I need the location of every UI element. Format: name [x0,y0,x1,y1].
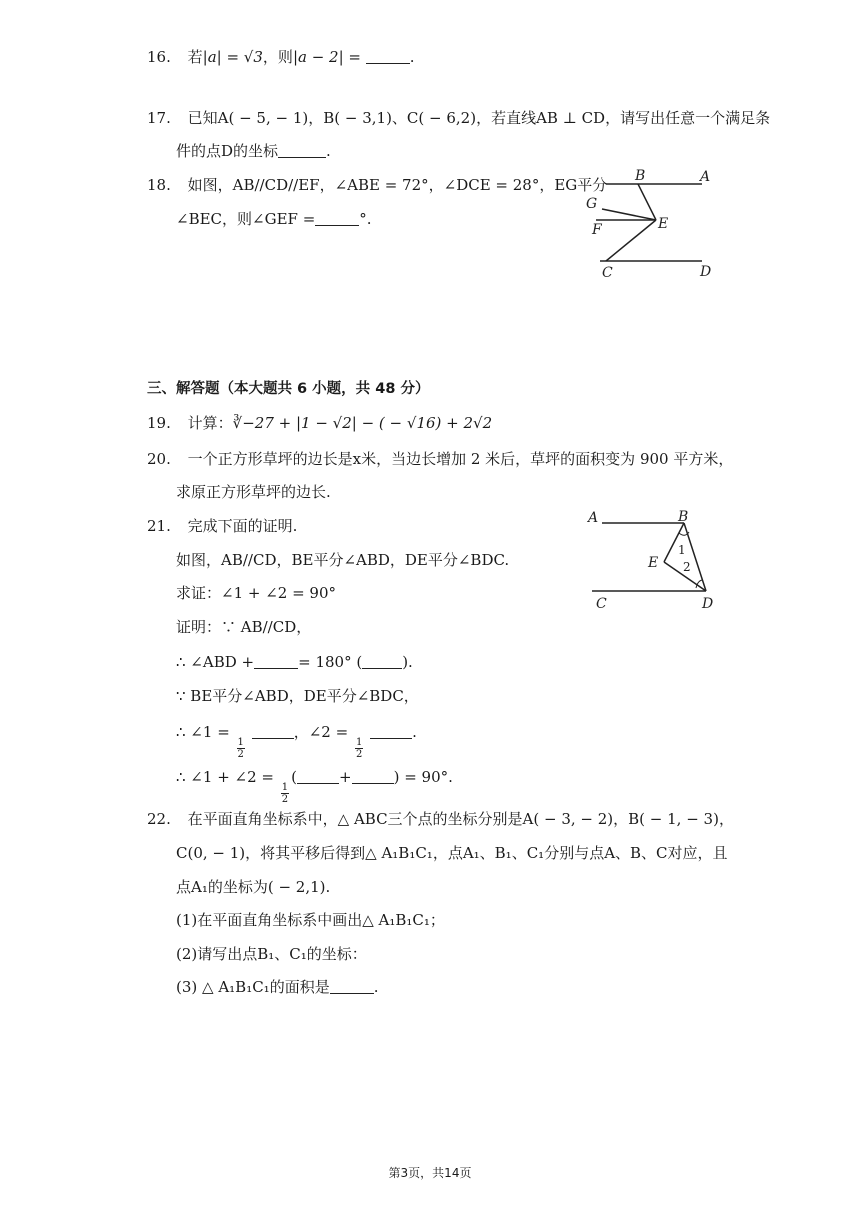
q22-line5: (2)请写出点B₁、C₁的坐标： [176,945,367,963]
answer-blank[interactable] [297,769,339,784]
question-number: 20. [147,450,171,468]
fraction-half: $\frac{1}{2}$ [281,782,289,805]
q21-line3: 求证：∠1 + ∠2 = 90° [176,584,337,602]
question-21: 21. 完成下面的证明. [147,517,298,535]
question-20-line2: 求原正方形草坪的边长. [176,483,331,501]
label-1: 1 [678,543,686,557]
label-G: G [586,196,598,212]
question-18-line2: ∠BEC，则∠GEF = °. [176,210,372,228]
answer-blank[interactable] [352,769,394,784]
q21-line4: 证明：∵ AB//CD， [176,618,312,636]
question-number: 22. [147,810,171,828]
question-16: 16. 若|a| = √3，则|a − 2| = . [147,48,415,66]
question-17-line2: 件的点D的坐标 . [176,142,331,160]
answer-blank[interactable] [330,979,374,994]
q21-line7: ∴ ∠1 = $\frac{1}{2}$ ，∠2 = $\frac{1}{2}$ . [176,723,417,760]
answer-blank[interactable] [370,724,412,739]
question-number: 19. [147,414,171,432]
question-18: 18. 如图，AB//CD//EF，∠ABE = 72°，∠DCE = 28°，EG平分 [147,176,608,194]
fraction-half: $\frac{1}{2}$ [237,737,244,760]
label-A: A [588,510,599,526]
label-C: C [596,596,607,612]
q22-line6: (3) △ A₁B₁C₁的面积是 . [176,978,379,996]
answer-blank[interactable] [315,211,359,226]
question-number: 18. [147,176,171,194]
q22-line4: (1)在平面直角坐标系中画出△ A₁B₁C₁； [176,911,445,929]
q21-line5: ∴ ∠ABD + = 180° ( ). [176,653,413,671]
answer-blank[interactable] [254,654,298,669]
answer-blank[interactable] [366,49,410,64]
q22-line3: 点A₁的坐标为( − 2,1). [176,878,331,896]
label-C: C [602,265,613,281]
question-22: 22. 在平面直角坐标系中，△ ABC三个点的坐标分别是A( − 3, − 2)，B( − 1, − 3)， [147,810,734,828]
label-B: B [635,168,646,184]
answer-blank[interactable] [362,654,402,669]
question-19: 19. 计算：∛−27 + |1 − √2| − ( − √16) + 2√2 [147,414,493,432]
label-F: F [592,222,602,238]
q21-figure [582,508,732,614]
question-number: 17. [147,109,171,127]
q22-line2: C(0, − 1)，将其平移后得到△ A₁B₁C₁，点A₁、B₁、C₁分别与点A、B、C对应，且 [176,844,728,862]
q21-line2: 如图，AB//CD，BE平分∠ABD，DE平分∠BDC. [176,551,510,569]
question-20: 20. 一个正方形草坪的边长是x米，当边长增加 2 米后，草坪的面积变为 900 平方米， [147,450,734,468]
answer-blank[interactable] [252,724,294,739]
label-A: A [700,169,711,185]
q21-line6: ∵ BE平分∠ABD，DE平分∠BDC， [176,687,419,705]
question-number: 16. [147,48,171,66]
question-17: 17. 已知A( − 5, − 1)，B( − 3,1)、C( − 6,2)，若直线AB ⊥ CD，请写出任意一个满足条 [147,109,771,127]
question-number: 21. [147,517,171,535]
label-B: B [678,509,689,525]
section-title: 三、解答题（本大题共 6 小题，共 48 分） [147,381,430,397]
label-D: D [700,264,712,280]
q21-line8: ∴ ∠1 + ∠2 = $\frac{1}{2}$ ( + ) = 90°. [176,768,453,805]
answer-blank[interactable] [278,143,326,158]
q18-figure [578,166,728,284]
label-E: E [648,555,659,571]
label-2: 2 [683,560,691,574]
label-E: E [658,216,669,232]
label-D: D [702,596,714,612]
page-footer: 第3页，共14页 [388,1166,472,1180]
fraction-half: $\frac{1}{2}$ [355,737,363,760]
